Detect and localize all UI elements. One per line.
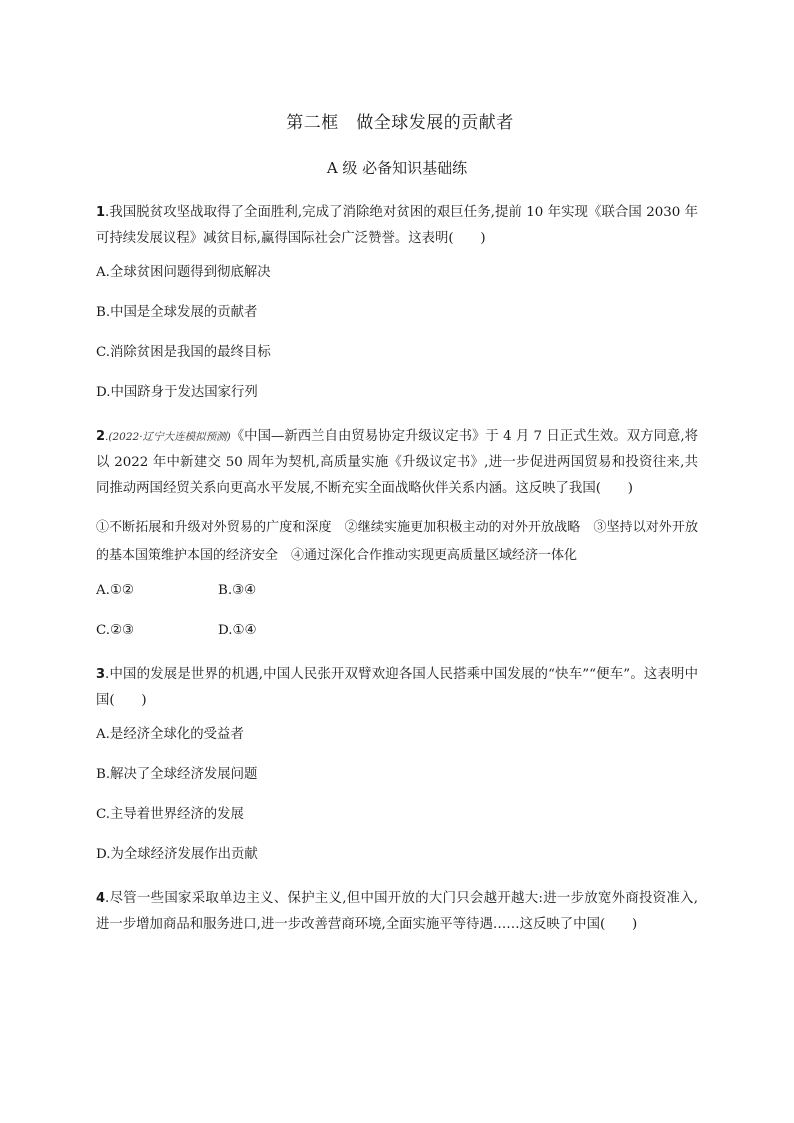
option-row (96, 582, 698, 600)
option-a: A.①② (96, 583, 134, 598)
option-b: B.③④ (218, 583, 257, 598)
question-source: .(2022·辽宁大连模拟预测) (105, 431, 231, 443)
page-title: 第二框 做全球发展的贡献者 (286, 113, 514, 133)
question-number: 3 (96, 667, 106, 682)
question-text: .我国脱贫攻坚战取得了全面胜利,完成了消除绝对贫困的艰巨任务,提前 10 年实现《联合国 2030 年可持续发展议程》减贫目标,赢得国际社会广泛赞誉。这表明( ) (96, 205, 698, 246)
question-text: .中国的发展是世界的机遇,中国人民张开双臂欢迎各国人民搭乘中国发展的“快车”“便车”。这表明中国( ) (96, 667, 698, 708)
option-d: D.①④ (218, 623, 257, 638)
question-text: 《中国—新西兰自由贸易协定升级议定书》于 4 月 7 日正式生效。双方同意,将以 2022 年中新建交 50 周年为契机,高质量实施《升级议定书》,进一步促进两国贸易和投资往来,共同推动两国经贸关系向更高水平发展,不断充实全面战略伙伴关系内涵。这反映了我国( ) (96, 429, 698, 496)
question-statements: ①不断拓展和升级对外贸易的广度和深度 ②继续实施更加积极主动的对外开放战略 ③坚持以对外开放的基本国策维护本国的经济安全 ④通过深化合作推动实现更高质量区域经济一体化 (96, 520, 698, 563)
question-1 (96, 200, 698, 252)
question-text: .尽管一些国家采取单边主义、保护主义,但中国开放的大门只会越开越大:进一步放宽外商投资准入,进一步增加商品和服务进口,进一步改善营商环境,全面实施平等待遇……这反映了中国( ) (96, 891, 698, 932)
option-a: A.是经济全球化的受益者 (96, 727, 244, 742)
section-level-heading: A 级 必备知识基础练 (326, 159, 468, 177)
question-number: 1 (96, 205, 106, 220)
option-b: B.解决了全球经济发展问题 (96, 767, 258, 782)
question-4 (96, 886, 698, 938)
option-c: C.②③ (96, 623, 135, 638)
option-d: D.中国跻身于发达国家行列 (96, 385, 258, 400)
option-c: C.消除贫困是我国的最终目标 (96, 345, 271, 360)
option-a: A.全球贫困问题得到彻底解决 (96, 265, 271, 280)
question-number: 2 (96, 429, 106, 444)
option-row (96, 622, 698, 640)
option-c: C.主导着世界经济的发展 (96, 807, 244, 822)
question-3 (96, 662, 698, 714)
option-b: B.中国是全球发展的贡献者 (96, 305, 258, 320)
question-2 (96, 424, 698, 502)
question-number: 4 (96, 891, 106, 906)
option-d: D.为全球经济发展作出贡献 (96, 847, 258, 862)
